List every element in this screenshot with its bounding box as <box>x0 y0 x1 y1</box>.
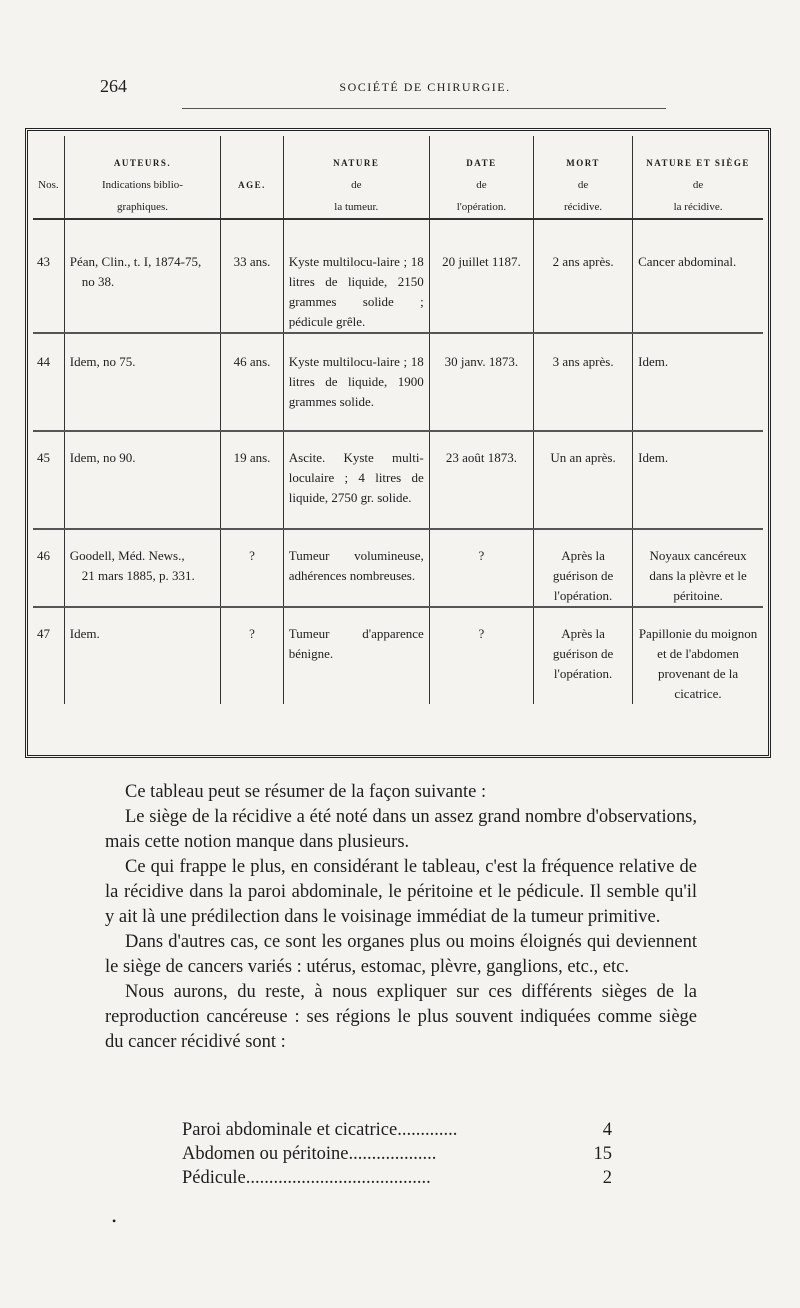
cell-recidive: Cancer abdominal. <box>633 219 763 333</box>
summary-row <box>182 1166 612 1190</box>
cell-authors: Goodell, Méd. News., 21 mars 1885, p. 331. <box>64 529 220 607</box>
cell-nature: Tumeur d'apparence bénigne. <box>283 607 429 704</box>
cell-age: ? <box>221 607 284 704</box>
cell-mort: 3 ans après. <box>534 333 633 431</box>
cell-no: 43 <box>33 219 64 333</box>
cell-date: 23 août 1873. <box>429 431 533 529</box>
cell-nature: Kyste multilocu-laire ; 18 litres de liquide, 1900 grammes solide. <box>283 333 429 431</box>
cell-nature: Tumeur volumineuse, adhérences nombreuses. <box>283 529 429 607</box>
summary-row <box>182 1142 612 1166</box>
cell-recidive: Papillonie du moignon et de l'abdomen provenant de la cicatrice. <box>633 607 763 704</box>
summary-list <box>182 1118 612 1190</box>
cell-date: 20 juillet 1187. <box>429 219 533 333</box>
cell-no: 44 <box>33 333 64 431</box>
header-age: AGE. <box>221 136 284 219</box>
paragraph-3: Ce qui frappe le plus, en considérant le tableau, c'est la fréquence relative de la récidive dans la paroi abdominale, le péritoine et le pédicule. Il semble qu'il y ait là une prédilection dans le voisinage immédiat de la tumeur primitive. <box>105 857 697 927</box>
cell-authors: Idem. <box>64 607 220 704</box>
body-text <box>105 780 697 1055</box>
cell-recidive: Idem. <box>633 333 763 431</box>
running-title: SOCIÉTÉ DE CHIRURGIE. <box>339 80 511 94</box>
cell-mort: 2 ans après. <box>534 219 633 333</box>
cell-age: 46 ans. <box>221 333 284 431</box>
header-recidive: NATURE ET SIÈGE de la récidive. <box>633 136 763 219</box>
header-rule <box>182 108 666 109</box>
cell-date: 30 janv. 1873. <box>429 333 533 431</box>
table-row <box>33 333 763 431</box>
cell-date: ? <box>429 607 533 704</box>
cell-age: 33 ans. <box>221 219 284 333</box>
paragraph-5: Nous aurons, du reste, à nous expliquer sur ces différents sièges de la reproduction cancéreuse : ses régions le plus souvent indiquées comme siège du cancer récidivé sont : <box>105 982 697 1052</box>
paragraph-2: Le siège de la récidive a été noté dans un assez grand nombre d'observations, mais cette notion manque dans plusieurs. <box>105 807 697 852</box>
cell-no: 46 <box>33 529 64 607</box>
cell-date: ? <box>429 529 533 607</box>
page-header <box>100 74 750 104</box>
ink-mark: • <box>112 1214 117 1228</box>
cell-age: 19 ans. <box>221 431 284 529</box>
page-number: 264 <box>100 76 127 96</box>
cell-authors: Idem, no 90. <box>64 431 220 529</box>
paragraph-1: Ce tableau peut se résumer de la façon suivante : <box>125 782 487 802</box>
table-header-row <box>33 136 763 219</box>
cell-authors: Idem, no 75. <box>64 333 220 431</box>
cell-no: 47 <box>37 626 50 641</box>
cell-recidive: Idem. <box>633 431 763 529</box>
header-mort: MORT de récidive. <box>534 136 633 219</box>
summary-value: 15 <box>593 1144 612 1164</box>
header-no: Nos. <box>33 136 64 219</box>
summary-value: 2 <box>602 1168 612 1188</box>
header-authors: AUTEURS. Indications biblio- graphiques. <box>64 136 220 219</box>
cases-table-frame <box>25 128 771 758</box>
summary-label: Pédicule........................................ <box>182 1168 431 1188</box>
table-row <box>33 431 763 529</box>
cell-no: 45 <box>33 431 64 529</box>
cell-authors: Péan, Clin., t. I, 1874-75, no 38. <box>64 219 220 333</box>
table-row <box>33 219 763 333</box>
table-row <box>33 529 763 607</box>
cell-mort: Un an après. <box>534 431 633 529</box>
cell-nature: Ascite. Kyste multi-loculaire ; 4 litres de liquide, 2750 gr. solide. <box>283 431 429 529</box>
summary-value: 4 <box>602 1120 612 1140</box>
summary-label: Paroi abdominale et cicatrice............. <box>182 1120 458 1140</box>
paragraph-4: Dans d'autres cas, ce sont les organes plus ou moins éloignés qui deviennent le siège de cancers variés : utérus, estomac, plèvre, ganglions, etc., etc. <box>105 932 697 977</box>
table-row <box>33 607 763 704</box>
summary-label: Abdomen ou péritoine................... <box>182 1144 437 1164</box>
cell-recidive: Noyaux cancéreux dans la plèvre et le péritoine. <box>633 529 763 607</box>
cell-nature: Kyste multilocu-laire ; 18 litres de liquide, 2150 grammes solide ; pédicule grêle. <box>283 219 429 333</box>
cell-age: ? <box>221 529 284 607</box>
cases-table <box>33 136 763 704</box>
summary-row <box>182 1118 612 1142</box>
cell-mort: Après la guérison de l'opération. <box>534 529 633 607</box>
header-nature: NATURE de la tumeur. <box>283 136 429 219</box>
cell-mort: Après la guérison de l'opération. <box>534 607 633 704</box>
header-date: DATE de l'opération. <box>429 136 533 219</box>
